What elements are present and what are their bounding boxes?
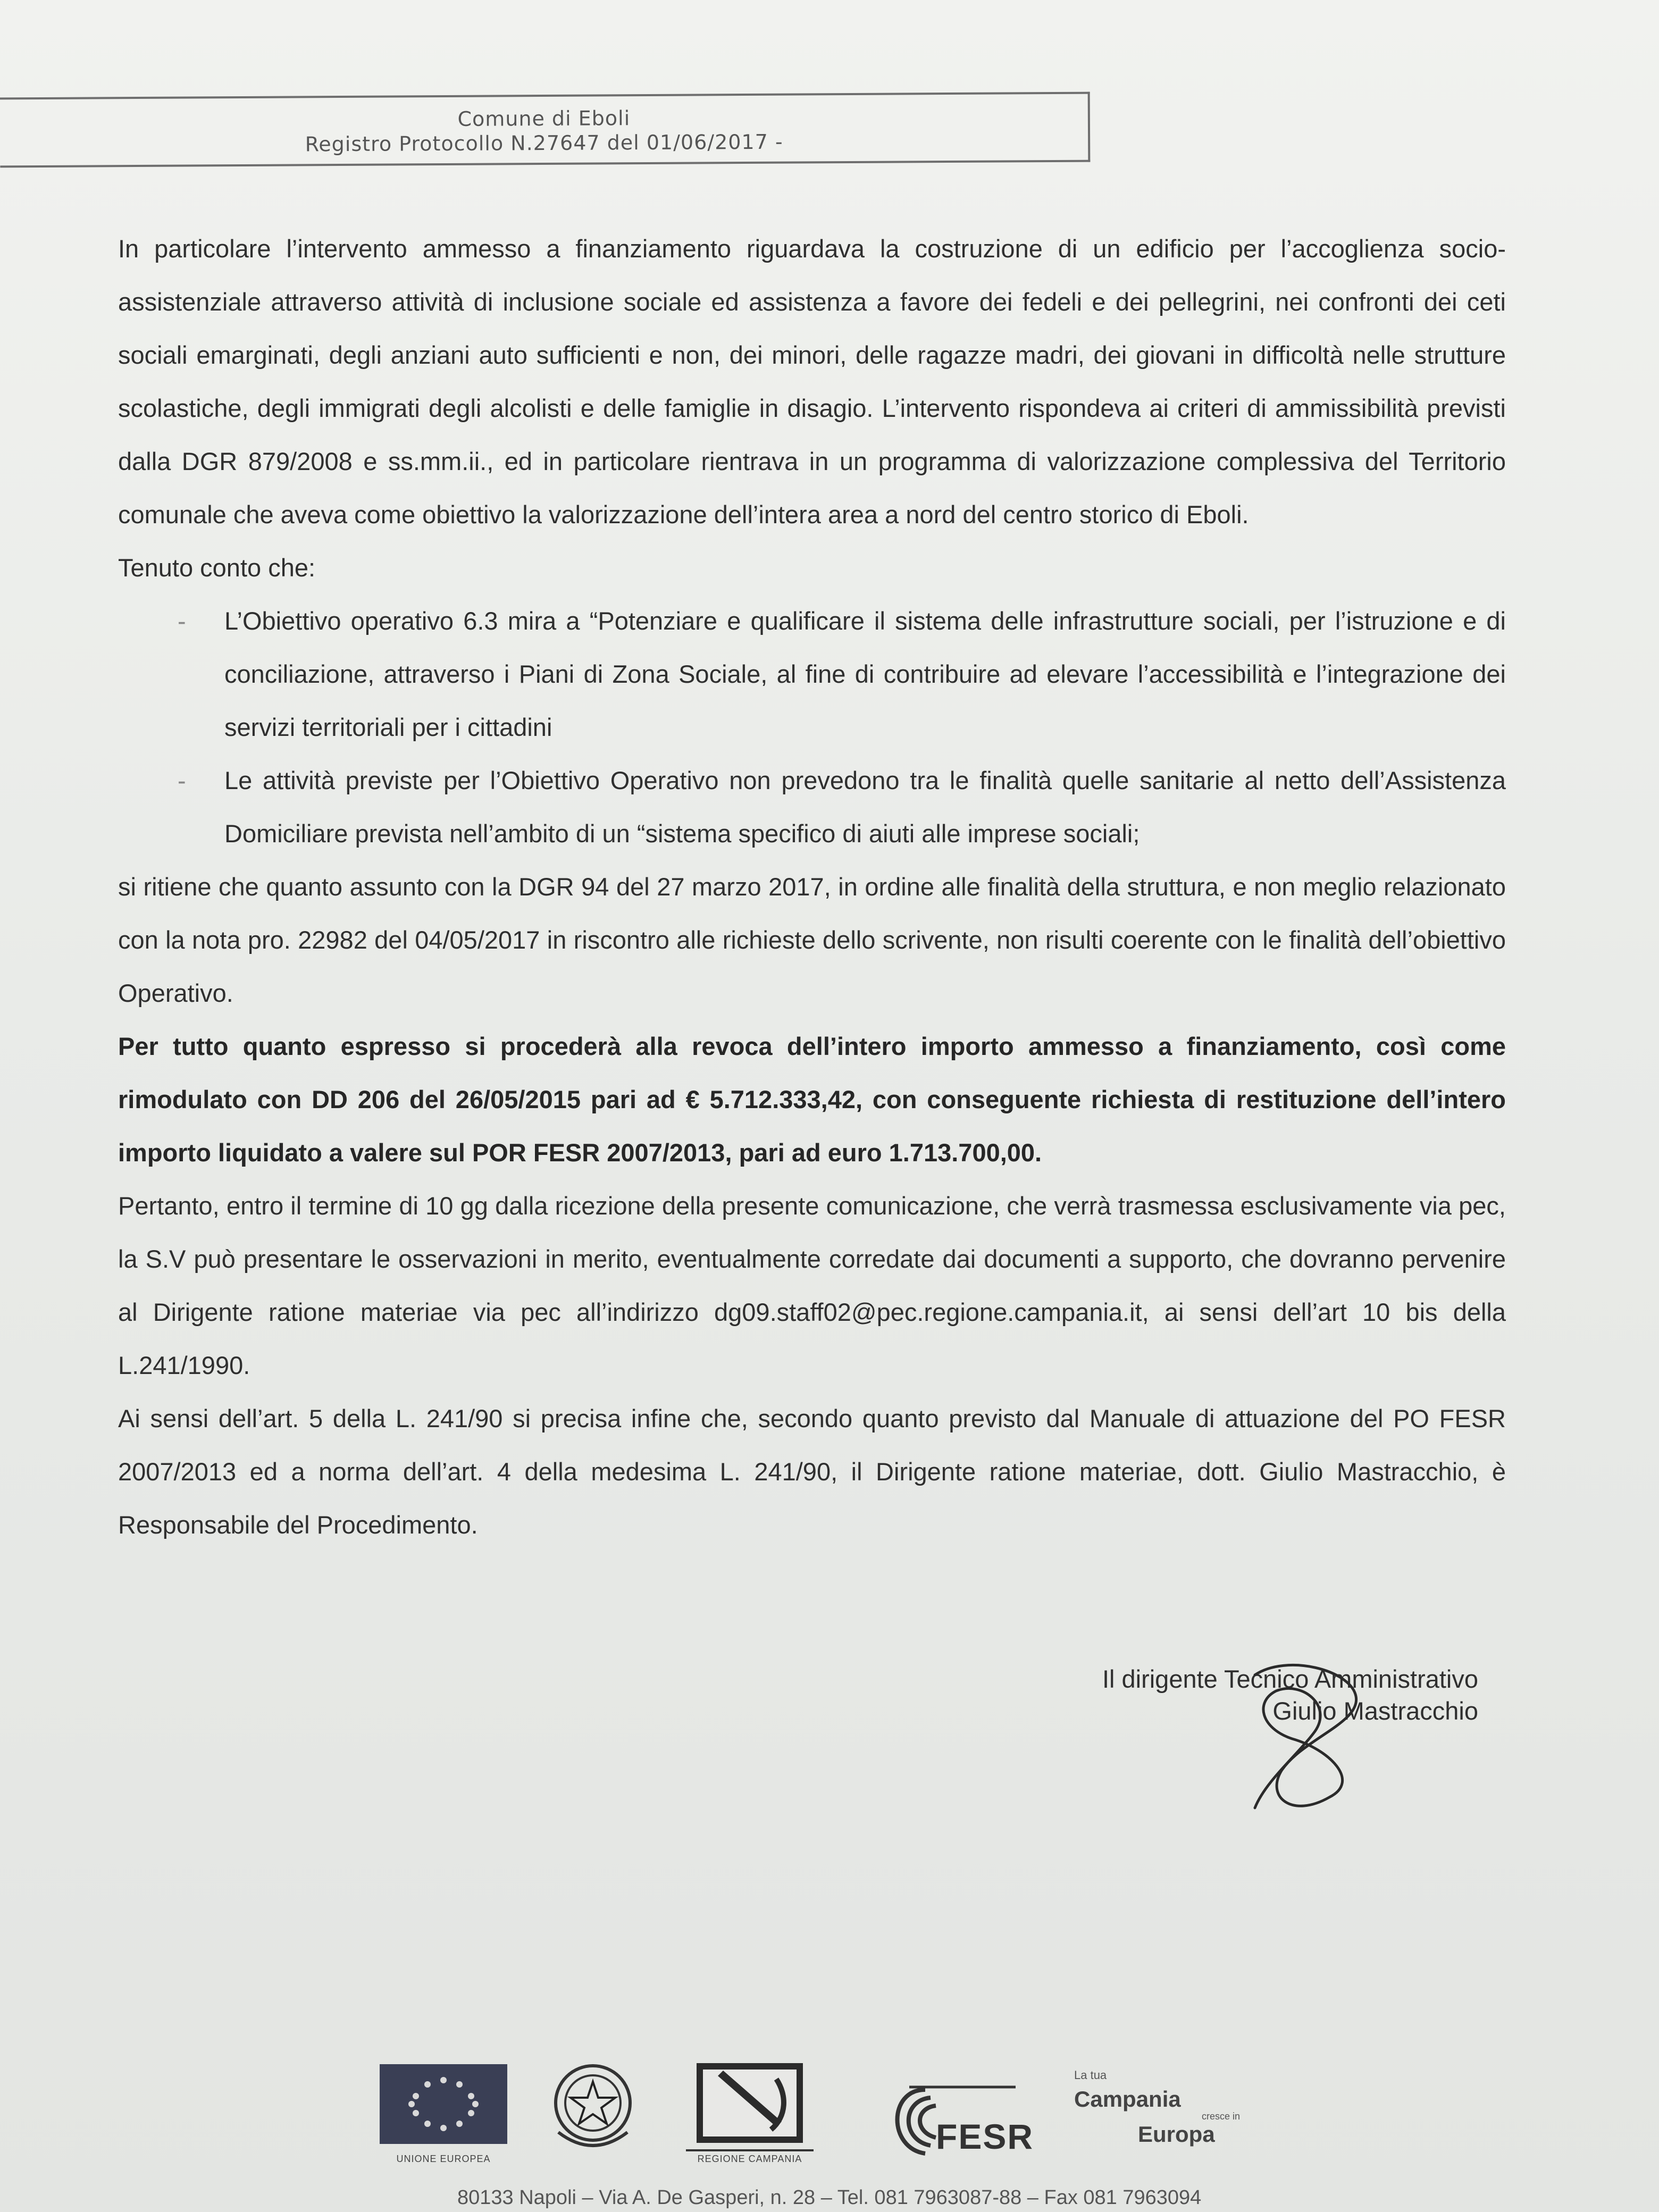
campania-europa-logo [1074, 2068, 1250, 2169]
paragraph-responsible: Ai sensi dell’art. 5 della L. 241/90 si precisa infine che, secondo quanto previsto dal Manuale di attuazione del PO FESR 2007/2013 ed a norma dell’art. 4 della medesima L. 241/90, il Dirigente ratione materiae, dott. Giulio Mastracchio, è Responsabile del Procedimento. [118, 1404, 1506, 1539]
region-caption: REGIONE CAMPANIA [686, 2149, 814, 2165]
bullet-dash: - [178, 607, 186, 635]
campania-main-label: Campania [1074, 2087, 1181, 2112]
regione-campania-logo [697, 2063, 803, 2164]
bullet-text: L’Obiettivo operativo 6.3 mira a “Potenziare e qualificare il sistema delle infrastrutture sociali, per l’istruzione e di conciliazione, attraverso i Piani di Zona Sociale, al fine di contribuire ad elevare l’accessibilità e l’integrazione dei servizi territoriali per i cittadini [224, 607, 1506, 741]
fesr-logo [877, 2074, 1034, 2167]
campania-shield-icon [697, 2063, 803, 2143]
paragraph-assessment: si ritiene che quanto assunto con la DGR 94 del 27 marzo 2017, in ordine alle finalità della struttura, e non meglio relazionato con la nota pro. 22982 del 04/05/2017 in riscontro alle richieste dello scrivente, non risulti coerente con le finalità dell’obiettivo Operativo. [118, 873, 1506, 1007]
signatory-name: Giulio Mastracchio [1272, 1697, 1478, 1725]
paragraph-intervention: In particolare l’intervento ammesso a finanziamento riguardava la costruzione di un edificio per l’accoglienza socio-assistenziale attraverso attività di inclusione sociale ed assistenza a favore dei fedeli e dei pellegrini, nei confronti dei ceti sociali emarginati, degli anziani auto sufficienti e non, dei minori, delle ragazze madri, dei giovani in difficoltà nelle strutture scolastiche, degli immigrati degli alcolisti e delle famiglie in disagio. L’intervento rispondeva ai criteri di ammissibilità previsti dalla DGR 879/2008 e ss.mm.ii., ed in particolare rientrava in un programma di valorizzazione complessiva del Territorio comunale che aveva come obiettivo la valorizzazione dell’intera area a nord del centro storico di Eboli. [118, 234, 1506, 529]
protocol-stamp [0, 92, 1090, 168]
campania-small-label: La tua [1074, 2068, 1107, 2082]
protocol-municipality: Comune di Eboli [457, 106, 631, 131]
paragraph-revocation: Per tutto quanto espresso si procederà alla revoca dell’intero importo ammesso a finanziamento, così come rimodulato con DD 206 del 26/05/2015 pari ad € 5.712.333,42, con conseguente richiesta di restituzione dell’intero importo liquidato a valere sul POR FESR 2007/2013, pari ad euro 1.713.700,00. [118, 1032, 1506, 1167]
handwritten-signature [1223, 1659, 1382, 1819]
letter-body [118, 222, 1506, 1552]
bullet-objective-6-3 [118, 594, 1506, 754]
campania-cresce-label: cresce in [1202, 2111, 1241, 2122]
fesr-label: FESR [936, 2117, 1034, 2156]
protocol-registration: Registro Protocollo N.27647 del 01/06/2017 - [305, 130, 783, 156]
paragraph-considering: Tenuto conto che: [118, 554, 316, 582]
signatory-title: Il dirigente Tecnico Amministrativo [1102, 1665, 1478, 1693]
bullet-dash: - [178, 766, 186, 794]
eu-flag-icon [380, 2064, 507, 2144]
paragraph-observations: Pertanto, entro il termine di 10 gg dalla ricezione della presente comunicazione, che verrà trasmessa esclusivamente via pec, la S.V può presentare le osservazioni in merito, eventualmente corredate dai documenti a supporto, che dovranno pervenire al Dirigente ratione materiae via pec all’indirizzo dg09.staff02@pec.regione.campania.it, ai sensi dell’art 10 bis della L.241/1990. [118, 1192, 1506, 1379]
bullet-activities [118, 754, 1506, 860]
italian-emblem-logo [548, 2058, 638, 2161]
footer-logos [372, 2058, 1276, 2180]
republic-emblem-icon [548, 2058, 638, 2159]
bullet-text: Le attività previste per l’Obiettivo Operativo non prevedono tra le finalità quelle sanitarie al netto dell’Assistenza Domiciliare prevista nell’ambito di un “sistema specifico di aiuti alle imprese sociali; [224, 766, 1506, 848]
europa-label: Europa [1138, 2122, 1215, 2147]
eu-flag-logo [380, 2064, 507, 2164]
eu-caption: UNIONE EUROPEA [396, 2154, 491, 2164]
footer-address: 80133 Napoli – Via A. De Gasperi, n. 28 – Tel. 081 7963087-88 – Fax 081 7963094 [457, 2186, 1202, 2209]
